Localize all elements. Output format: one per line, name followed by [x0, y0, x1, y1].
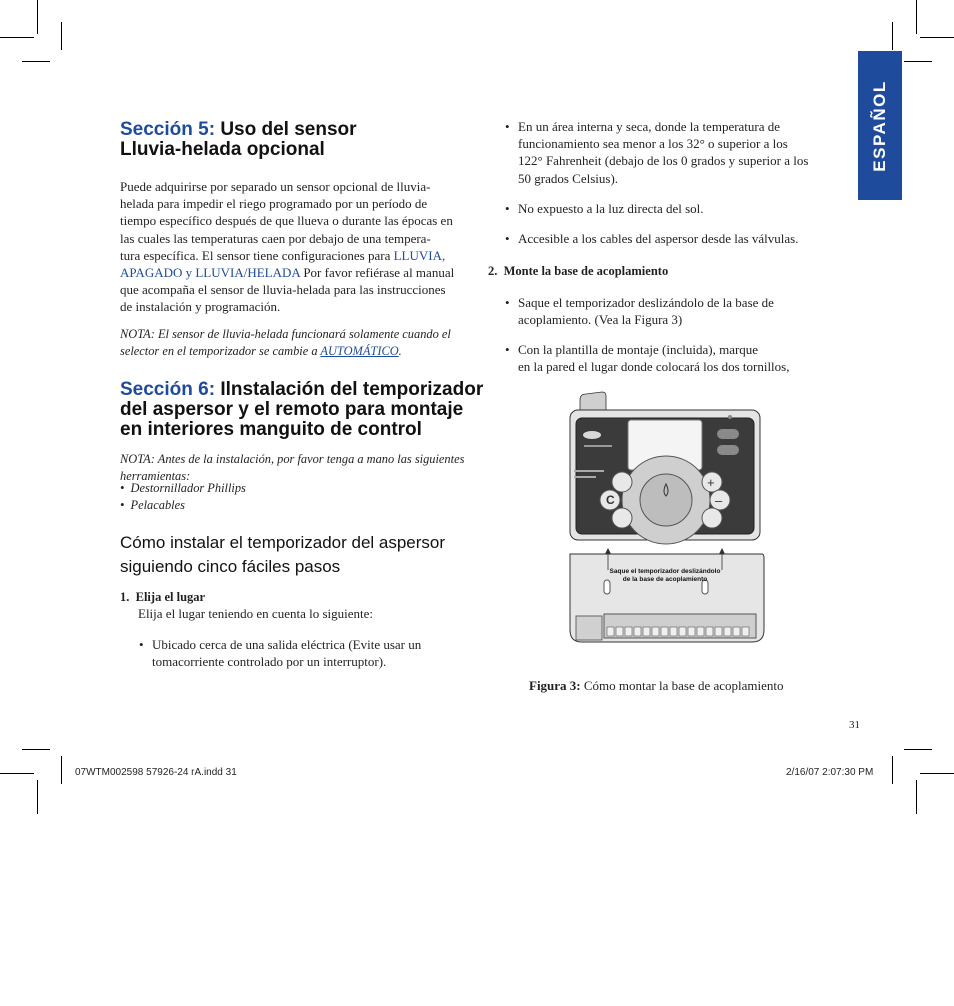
bullet-line: tomacorriente controlado por un interruptor). [152, 654, 387, 670]
svg-text:+: + [707, 475, 715, 490]
bullet-dot: • [505, 295, 510, 310]
step-number: 1. [120, 590, 130, 604]
figure-callout [600, 568, 730, 584]
bullet-text: Accesible a los cables del aspersor desde las válvulas. [518, 231, 799, 246]
section-6-heading [120, 380, 500, 440]
bullet-dot: • [139, 637, 144, 652]
crop-mark [22, 749, 50, 750]
section-6-title-line-1: Ilnstalación del temporizador [220, 379, 484, 400]
section-5-heading [120, 120, 500, 160]
paragraph-line: Puede adquirirse por separado un sensor opcional de lluvia- [120, 179, 431, 194]
howto-heading [120, 531, 500, 579]
bullet-dot: • [505, 119, 510, 134]
paragraph-line: helada para impedir el riego programado por un período de [120, 196, 428, 212]
tool-name: Destornillador Phillips [130, 481, 246, 495]
bullet-line: En un área interna y seca, donde la temperatura de [518, 119, 781, 134]
tool-name: Pelacables [130, 498, 185, 512]
section-6-number: Sección 6: [120, 379, 216, 400]
language-tab-label: ESPAÑOL [870, 79, 889, 172]
section-5-paragraph [120, 178, 480, 316]
slug-left: 07WTM002598 57926-24 rA.indd 31 [75, 767, 237, 778]
crop-mark [904, 61, 932, 62]
caption-text: Cómo montar la base de acoplamiento [580, 678, 784, 693]
bullet-line: 122° Fahrenheit (debajo de los 0 grados y superior a los [518, 153, 809, 169]
bullet-text [518, 294, 774, 328]
paragraph-line [120, 264, 480, 281]
bullet-dot: • [120, 498, 125, 512]
note-line: NOTA: Antes de la instalación, por favor tenga a mano las siguientes [120, 452, 465, 466]
paragraph-text: Por favor refiérase al manual [300, 265, 455, 281]
bullet-dot: • [505, 201, 510, 216]
step-number: 2. [488, 264, 498, 278]
crop-mark [37, 780, 38, 814]
svg-text:–: – [715, 493, 723, 508]
crop-mark [916, 0, 917, 34]
section-5-title-line-1: Uso del sensor [220, 119, 357, 140]
paragraph-line: de instalación y programación. [120, 299, 281, 315]
note-line: herramientas: [120, 469, 191, 483]
section-6-title-line-3: en interiores manguito de control [120, 419, 422, 440]
section-5-number: Sección 5: [120, 119, 216, 140]
note-line [120, 343, 480, 360]
section-6-title-line-2: del aspersor y el remoto para montaje [120, 399, 464, 420]
bullet-text [518, 341, 789, 375]
figure-caption [529, 677, 784, 694]
crop-mark [892, 756, 893, 784]
figure-3-illustration [566, 390, 768, 650]
bullet-dot: • [505, 231, 510, 246]
crop-mark [920, 37, 954, 38]
crop-mark [0, 773, 34, 774]
paragraph-line: tiempo específico después de que llueva o durante las épocas en [120, 213, 453, 229]
bullet-line: Ubicado cerca de una salida eléctrica (Evite usar un [152, 637, 422, 652]
caption-label: Figura 3: [529, 678, 581, 693]
link-automatico[interactable]: AUTOMÁTICO [320, 344, 399, 358]
crop-mark [904, 749, 932, 750]
bullet-line: 50 grados Celsius). [518, 170, 619, 186]
slug-right: 2/16/07 2:07:30 PM [786, 767, 874, 778]
section-5-title-line-2: Lluvia-helada opcional [120, 139, 325, 160]
bullet-dot: • [120, 481, 125, 495]
bullet-line: Saque el temporizador deslizándolo de la base de [518, 295, 774, 310]
crop-mark [61, 22, 62, 50]
crop-mark [920, 773, 954, 774]
bullet-line: acoplamiento. (Vea la Figura 3) [518, 312, 683, 328]
bullet-dot: • [505, 342, 510, 357]
bullet-text: No expuesto a la luz directa del sol. [518, 201, 704, 216]
bullet-line: Con la plantilla de montaje (incluida), marque [518, 342, 759, 357]
step-1-intro: Elija el lugar teniendo en cuenta lo siguiente: [138, 606, 374, 621]
callout-line: de la base de acoplamiento [622, 576, 708, 583]
step-title: Monte la base de acoplamiento [503, 264, 669, 278]
language-tab [858, 51, 902, 200]
page-number: 31 [849, 719, 860, 731]
paragraph-line: las cuales las temperaturas caen por debajo de una tempera- [120, 230, 431, 246]
note-text: . [398, 344, 402, 358]
paragraph-line [120, 247, 480, 264]
note-line: NOTA: El sensor de lluvia-helada funcionará solamente cuando el [120, 327, 451, 341]
crop-mark [37, 0, 38, 34]
bullet-line: funcionamiento sea menor a los 32° o superior a los [518, 136, 788, 152]
step-1-heading [120, 589, 205, 606]
crop-mark [892, 22, 893, 50]
crop-mark [61, 756, 62, 784]
bullet-text [518, 118, 808, 187]
bullet-line: en la pared el lugar donde colocará los dos tornillos, [518, 359, 790, 375]
svg-text:C: C [606, 493, 615, 507]
step-title: Elija el lugar [135, 590, 206, 604]
callout-line: Saque el temporizador deslizándolo [609, 568, 721, 575]
section-5-note [120, 326, 480, 360]
crop-mark [22, 61, 50, 62]
link-lluvia[interactable]: LLUVIA, [393, 247, 446, 263]
paragraph-text: tura específica. El sensor tiene configuraciones para [120, 247, 391, 263]
step-2-heading [488, 263, 668, 280]
note-text: selector en el temporizador se cambie a [120, 344, 318, 358]
link-apagado-lluvia-helada[interactable]: APAGADO y LLUVIA/HELADA [120, 265, 301, 281]
crop-mark [0, 37, 34, 38]
howto-title-line: Cómo instalar el temporizador del aspersor [120, 533, 446, 552]
crop-mark [916, 780, 917, 814]
tool-list-item [120, 480, 246, 497]
howto-title-line: siguiendo cinco fáciles pasos [120, 557, 341, 576]
tool-list-item [120, 497, 185, 514]
bullet-text [152, 636, 421, 670]
paragraph-line: que acompaña el sensor de lluvia-helada para las instrucciones [120, 282, 446, 298]
